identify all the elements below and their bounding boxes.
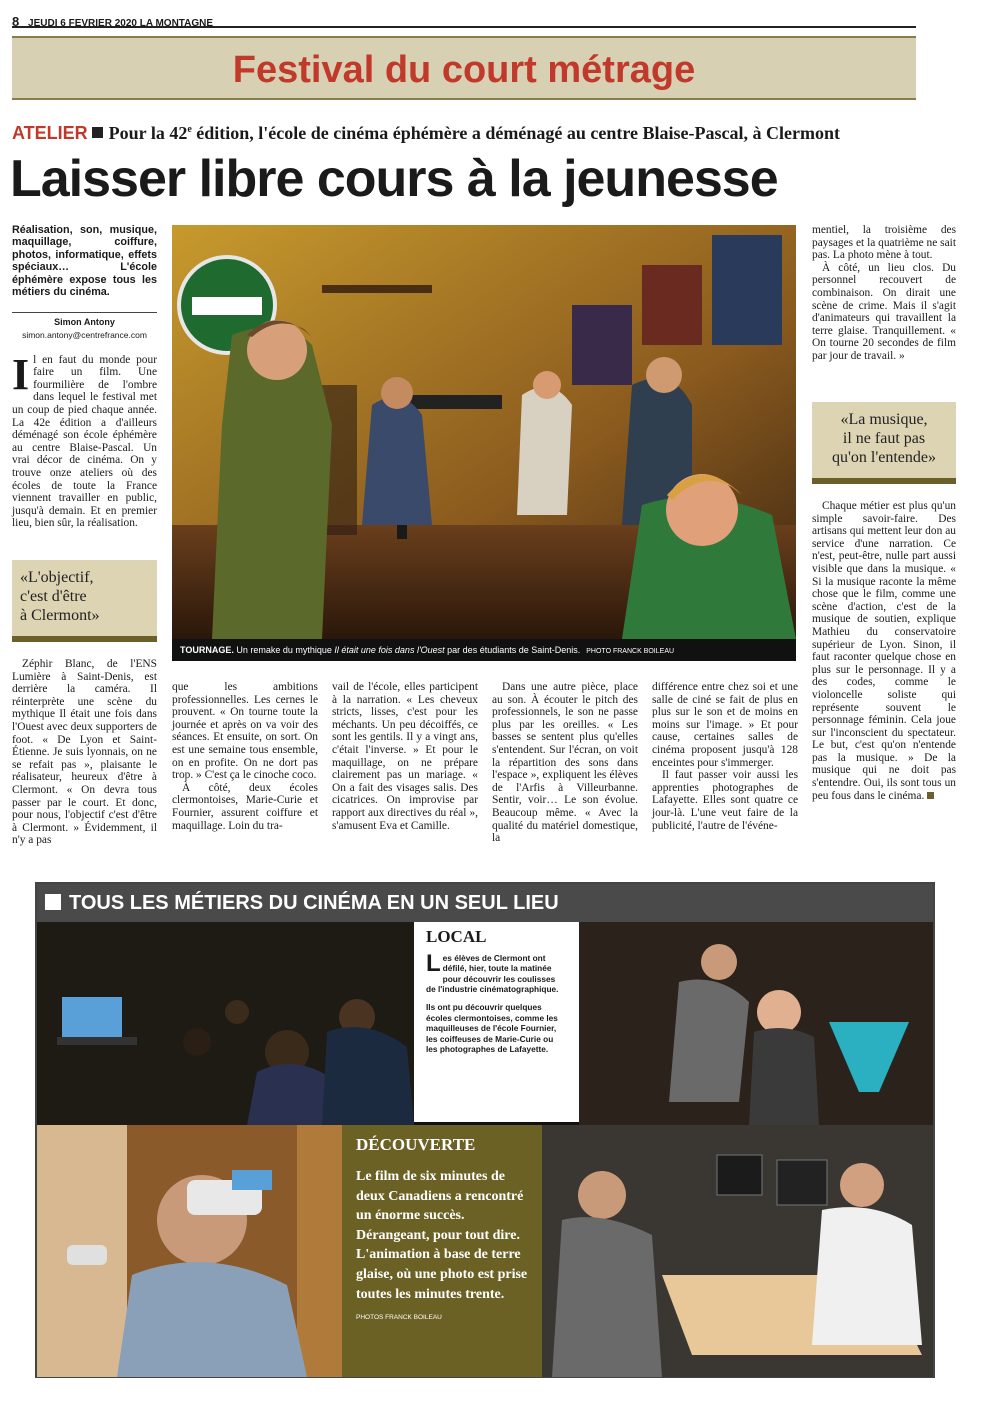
col2-text-b: À côté, deux écoles clermontoises, Marie-Curie et Fournier, assurent coiffure et maquillage. Loin du tra- — [172, 781, 318, 832]
photo-vr-headset — [37, 1125, 342, 1377]
hair-makeup-illustration — [579, 922, 933, 1125]
col6-bottom-text: Chaque métier est plus qu'un simple savoir-faire. Des artisans qui mettent leur don au service d'une narration. Ce n'est, peut-être, nulle part aussi visible que dans la musique. « Si la musique raconte la même chose que le film, comme une scène d'action, c'est de la musique de soutien, explique Mathieu du conservatoire supérieur de Lyon. Sinon, il faut raconter quelque chose en plus sur le personnage. Il y a des codes, comme le violoncelle soliste qui représente souvent le personnage féminin. Cela joue sur l'inconscient du spectateur. Le but, c'est qu'on n'entende pas la musique. » De la musique qui ne doit pas s'entendre. Oui, ils sont tous un peu fous dans le cinéma. — [812, 500, 956, 802]
photo-students-visit — [37, 922, 414, 1125]
caption-film-title: Il était une fois dans l'Ouest — [334, 645, 445, 655]
decouverte-heading: DÉCOUVERTE — [356, 1135, 476, 1154]
kicker-text-b: édition, l'école de cinéma éphémère a déménagé au centre Blaise-Pascal, à Clermont — [191, 123, 840, 143]
quote1-line2: c'est d'être — [20, 588, 87, 605]
column-2 — [172, 681, 318, 832]
quote2-line3: qu'on l'entende» — [832, 449, 936, 466]
column-1-bottom: Zéphir Blanc, de l'ENS Lumière à Saint-Denis, est derrière la caméra. Il réinterprète une scène du mythique Il était une fois dans l'Ouest avec deux supporters de foot. « De Lyon et Saint-Étienne. Je suis lyonnais, on ne se refait pas », plaisante le réalisateur, heureux d'être à Clermont. « On devra tous passer par le court. Et donc, pour nous, l'objectif c'est d'être à Clermont. » Évidemment, il n'y a pas — [12, 658, 157, 847]
decouverte-text: Le film de six minutes de deux Canadiens a rencontré un énorme succès. Dérangeant, pour tout dire. L'animation à base de terre glaise, où une photo est prise toutes les minutes trente. — [356, 1169, 528, 1302]
intro-paragraph — [12, 349, 157, 530]
clay-animation-illustration — [542, 1125, 933, 1377]
article-kicker — [12, 123, 932, 144]
decouverte-info-box — [342, 1125, 542, 1377]
column-1-top — [12, 224, 157, 530]
bottom-photo-section — [35, 882, 935, 1378]
end-mark-icon — [927, 792, 934, 799]
col2-text: que les ambitions professionnelles. Les cernes le prouvent. « On tourne toute la journée et après on va voir des séances. Et ensuite, on sort. On est une semaine tous ensemble, on en profite. On ne dort pas trop. » C'est ça le cinoche coco. — [172, 681, 318, 782]
photo-hair-makeup — [579, 922, 933, 1125]
photo-clay-animation — [542, 1125, 933, 1377]
pull-quote-1 — [12, 560, 157, 642]
kicker-tag: ATELIER — [12, 123, 88, 143]
local-text-1: es élèves de Clermont ont défilé, hier, toute la matinée pour découvrir les coulisses de l'industrie cinématographique. — [426, 952, 559, 995]
section-title-bar — [37, 884, 933, 922]
page-folio — [12, 14, 916, 28]
section-banner — [12, 36, 916, 100]
vr-headset-illustration — [37, 1125, 342, 1377]
students-visit-illustration — [37, 922, 414, 1125]
local-heading: LOCAL — [426, 927, 487, 946]
page-number: 8 — [12, 14, 20, 29]
col5-text-b: Il faut passer voir aussi les apprenties photographes de Lafayette. Elles sont quatre ce jour-là. L'une veut faire de la publicité, l'autre de l'événe- — [652, 769, 798, 832]
section-photo-credit: PHOTOS FRANCK BOILEAU — [356, 1314, 442, 1322]
quote2-line1: «La musique, — [840, 411, 928, 428]
column-6-bottom — [812, 500, 956, 802]
local-drop-cap: L — [426, 949, 441, 977]
folio-line: JEUDI 6 FEVRIER 2020 LA MONTAGNE — [28, 18, 214, 29]
quote1-line3: à Clermont» — [20, 607, 100, 624]
column-6-top — [812, 224, 956, 363]
byline — [12, 312, 157, 341]
author-email: simon.antony@centrefrance.com — [22, 330, 147, 341]
local-text-2: Ils ont pu découvrir quelques écoles clermontoises, comme les maquilleuses de l'école Fournier, les coiffeuses de Marie-Curie ou les photographes de Lafayette. — [426, 1001, 558, 1055]
kicker-text-a: Pour la 42 — [108, 123, 188, 143]
banner-title: Festival du court métrage — [232, 49, 696, 91]
drop-cap: I — [12, 349, 30, 399]
col6-text: mentiel, la troisième des paysages et la quatrième ne sait pas. La photo mène à tout. — [812, 224, 956, 262]
column-3: vail de l'école, elles participent à la narration. « Les cheveux stricts, lisses, c'est pour les méchants. Un peu décoiffés, ce sont les gentils. Il y a vingt ans, c'était l'inverse. » Et pour le maquillage, on ne prépare clairement pas un mariage. « On a fait des visages salis. Des cicatrices. On improvise par rapport aux directives du réal », s'amusent Eva et Camille. — [332, 681, 478, 832]
quote1-line1: «L'objectif, — [20, 569, 94, 586]
quote2-line2: il ne faut pas — [842, 430, 926, 447]
filming-scene-photo — [172, 225, 796, 639]
local-info-box — [414, 922, 579, 1122]
column-5 — [652, 681, 798, 832]
caption-credit: PHOTO FRANCK BOILEAU — [586, 648, 675, 655]
caption-before: Un remake du mythique — [233, 645, 335, 655]
caption-after: par des étudiants de Saint-Denis. — [444, 645, 581, 655]
main-photo — [172, 225, 796, 639]
square-bullet-icon — [45, 894, 61, 910]
pull-quote-2 — [812, 402, 956, 484]
article-chapo: Réalisation, son, musique, maquillage, coiffure, photos, informatique, effets spéciaux… L'école éphémère expose tous les métiers du cinéma. — [12, 224, 157, 299]
col5-text: différence entre chez soi et une salle de ciné se fait de plus en plus sur le son et de moins en moins sur l'image. » Et pour cause, certaines salles de cinéma proposent jusqu'à 128 enceintes pour s'immerger. — [652, 681, 798, 769]
article-headline: Laisser libre cours à la jeunesse — [10, 150, 778, 208]
square-bullet-icon — [92, 127, 103, 138]
intro-text: l en faut du monde pour faire un film. Une fourmilière de l'ombre dans lequel le festival met un coup de pied chaque année. La 42e édition a d'ailleurs déménagé son école éphémère au centre Blaise-Pascal. Un vrai décor de cinéma. On y trouve onze ateliers où des écoles de toute la France viennent travailler en public, jusqu'à demain. Et en premier lieu, bien sûr, la réalisation. — [12, 353, 157, 530]
col6-text-b: À côté, un lieu clos. Du personnel recouvert de combinaison. On dirait une scène de crime. Mais il s'agit d'animateurs qui travaillent la terre glaise. Tranquillement. « On tourne 20 secondes de film par jour de travail. » — [812, 261, 956, 362]
section-title: TOUS LES MÉTIERS DU CINÉMA EN UN SEUL LIEU — [69, 892, 559, 914]
caption-label: TOURNAGE. — [180, 645, 234, 655]
column-4: Dans une autre pièce, place au son. À écouter le pitch des professionnels, le son ne passe plus par les oreilles. « Les basses se sentent plus qu'elles s'entendent. Sur l'écran, on voit la répartition des sons dans l'espace », expliquent les élèves de l'Arfis à Villeurbanne. Sentir, voir… Le son évolue. Beaucoup même. « Avec la qualité du matériel domestique, la — [492, 681, 638, 845]
kicker-sup: e — [187, 124, 192, 135]
author-name: Simon Antony — [54, 317, 115, 328]
photo-caption — [172, 639, 796, 661]
